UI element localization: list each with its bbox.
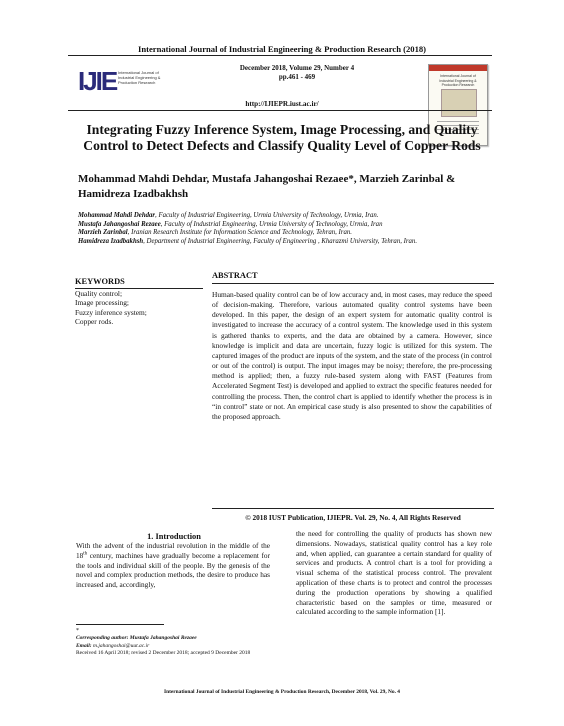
received-dates: Received 16 April 2018; revised 2 December 2018; accepted 9 December 2018 <box>76 650 251 657</box>
email-link[interactable]: m.jahangoshai@uut.ac.ir <box>92 642 150 649</box>
logo-subtitle: International Journal of Industrial Engineering & Production Research <box>118 70 161 85</box>
introduction-column-1 <box>76 541 270 590</box>
affiliation-author: Mustafa Jahangoshai Rezaee <box>78 220 161 228</box>
affiliations <box>78 212 490 246</box>
issue-info <box>182 64 412 81</box>
email-line <box>76 643 272 650</box>
intro-text-part: century, machines have gradually become a replacement for the tools and individual skill of the people. By the genesis of the novel and complex production methods, the desire to produce has increased and, accordingly, <box>76 550 270 590</box>
intro-text-part: With the advent of the industrial revolution in the middle of the 18 <box>76 541 270 560</box>
affiliation-item <box>78 238 490 247</box>
title-divider <box>68 110 492 111</box>
keywords-list <box>75 289 147 326</box>
issue-date-volume: December 2018, Volume 29, Number 4 <box>239 64 355 72</box>
footnote-divider <box>76 624 164 625</box>
header-divider <box>68 55 492 56</box>
journal-url[interactable]: http://IJIEPR.iust.ac.ir/ <box>245 100 319 108</box>
journal-header-title: International Journal of Industrial Engineering & Production Research (2018) <box>137 44 427 54</box>
abstract-text: Human-based quality control can be of low accuracy and, in most cases, may reduce the speed of decision-making. Therefore, various automated quality control systems have been developed. In this paper, the design of an expert system for automatic quality control is investigated to increase the accuracy of a control system. The knowledge used in this system is gathered thanks to experts, and the data are obtained by a camera. However, since knowledge is implicit and data are uncertain, fuzzy logic is utilized for this system. The captured images of the product are inputs of the system, and the state of the process (in control or out of the control) is output. The input images may be noisy; therefore, the pre-processing method is applied; then, a fuzzy rule-based system along with FAST (Features from Accelerated Segment Test) is developed and applied to extract the specific features needed for controlling the process. Then, the control chart is applied to identify whether the process is in “in control” state or not. An empirical case study is also presented to show the capabilities of the proposed approach. <box>212 290 492 421</box>
affiliation-author: Hamidreza Izadbakhsh <box>78 237 144 245</box>
affiliation-text: , Iranian Research Institute for Information Science and Technology, Tehran, Iran. <box>127 229 352 236</box>
affiliation-author: Marzieh Zarinbal <box>78 229 128 236</box>
abstract-heading: ABSTRACT <box>212 271 258 280</box>
cover-band <box>429 65 487 71</box>
journal-logo <box>78 66 162 100</box>
logo-mark: IJIE <box>78 66 117 96</box>
affiliation-item <box>78 212 490 221</box>
keyword-item: Image processing; <box>75 298 129 308</box>
affiliation-item <box>78 229 490 238</box>
affiliation-text: , Faculty of Industrial Engineering, Urmia University of Technology, Urmia, Iran. <box>155 212 379 219</box>
affiliation-author: Mohammad Mahdi Dehdar <box>78 212 156 219</box>
introduction-heading: 1. Introduction <box>147 532 201 541</box>
affiliation-text: , Faculty of Industrial Engineering, Urmia University of Technology, Urmia, Iran <box>160 220 383 228</box>
cover-caption: International Journal of Industrial Engineering & Production Research <box>439 74 477 87</box>
corresponding-label: Corresponding author: Mustafa Jahangoshai Rezaee <box>76 635 197 642</box>
affiliation-text: , Department of Industrial Engineering, Faculty of Engineering , Kharazmi University, Tehran, Iran. <box>143 237 418 245</box>
abstract-bottom-divider <box>212 508 494 509</box>
copyright-notice: © 2018 IUST Publication, IJIEPR. Vol. 29, No. 4, All Rights Reserved <box>245 513 461 522</box>
footnote <box>76 628 272 658</box>
page-footer: International Journal of Industrial Engineering & Production Research, December 2018, Vol. 29, No. 4 <box>164 689 400 695</box>
abstract-divider <box>212 283 494 284</box>
keyword-item: Copper rods. <box>75 316 114 326</box>
introduction-column-2: the need for controlling the quality of products has shown new dimensions. Nowadays, statistical quality control has a key role and, when applied, can guarantee a certain standard for quality of services and products. A control chart is a tool for providing a visual schema of the statistical process control. The prevalent application of these charts is to protect and control the processes during the production operations by showing a qualified characteristic based on the samples or time, measured or calculated according to the sample information [1]. <box>296 529 492 617</box>
keyword-item: Fuzzy inference system; <box>75 307 147 317</box>
cover-picture <box>441 89 477 117</box>
article-authors: Mohammad Mahdi Dehdar, Mustafa Jahangoshai Rezaee*, Marzieh Zarinbal & Hamidreza Izadbakhsh <box>78 173 456 200</box>
email-label: Email: <box>76 642 92 649</box>
affiliation-item <box>78 221 490 230</box>
corresponding-author <box>76 635 272 642</box>
article-title: Integrating Fuzzy Inference System, Image Processing, and Quality Control to Detect Defects and Classify Quality Level of Copper Rods <box>83 122 481 153</box>
footnote-star: * <box>76 628 79 634</box>
intro-superscript: th <box>83 551 88 557</box>
issue-pages: pp.461 - 469 <box>278 72 316 81</box>
keywords-heading: KEYWORDS <box>75 277 125 286</box>
keyword-item: Quality control; <box>75 289 123 298</box>
